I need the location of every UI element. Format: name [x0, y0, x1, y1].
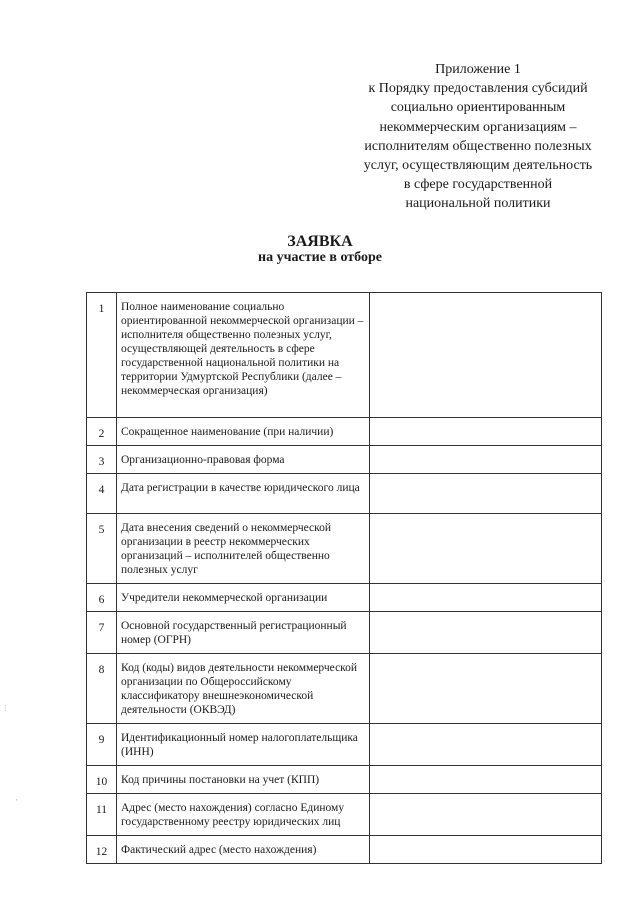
row-value-field[interactable] — [370, 654, 602, 724]
row-number: 1 — [87, 293, 117, 418]
row-label: Код (коды) видов деятельности некоммерческой организации по Общероссийскому классификатору внешнеэкономической деятельности (ОКВЭД) — [117, 654, 370, 724]
form-row — [87, 293, 602, 418]
row-value-field[interactable] — [370, 293, 602, 418]
document-title: ЗАЯВКА — [287, 233, 353, 250]
row-value-field[interactable] — [370, 474, 602, 514]
row-number: 3 — [87, 446, 117, 474]
appendix-header — [335, 60, 621, 214]
row-label: Дата регистрации в качестве юридического лица — [117, 474, 370, 514]
appendix-line: услуг, осуществляющим деятельность — [363, 158, 593, 174]
row-label: Сокращенное наименование (при наличии) — [117, 418, 370, 446]
appendix-line: Приложение 1 — [435, 62, 521, 77]
form-row — [87, 446, 602, 474]
appendix-line: в сфере государственной — [403, 177, 553, 193]
row-label: Полное наименование социально ориентированной некоммерческой организации – исполнителя общественно полезных услуг, осуществляющей деятельность в сфере государственной национальной политики на территории Удмуртской Республики (далее – некоммерческая организация) — [117, 293, 370, 418]
row-label: Организационно-правовая форма — [117, 446, 370, 474]
form-row — [87, 654, 602, 724]
row-number: 4 — [87, 474, 117, 514]
scan-artifact: ⁝ — [4, 704, 7, 714]
form-row — [87, 724, 602, 766]
document-subtitle: на участие в отборе — [258, 250, 382, 265]
row-label: Идентификационный номер налогоплательщика (ИНН) — [117, 724, 370, 766]
row-label: Дата внесения сведений о некоммерческой организации в реестр некоммерческих организаций – исполнителей общественно полезных услуг — [117, 514, 370, 584]
row-value-field[interactable] — [370, 418, 602, 446]
scan-artifact: · — [14, 796, 20, 806]
appendix-line: к Порядку предоставления субсидий — [368, 81, 588, 97]
form-row — [87, 474, 602, 514]
row-value-field[interactable] — [370, 836, 602, 864]
row-number: 9 — [87, 724, 117, 766]
form-row — [87, 794, 602, 836]
form-row — [87, 418, 602, 446]
row-label: Адрес (место нахождения) согласно Единому государственному реестру юридических лиц — [117, 794, 370, 836]
row-number: 10 — [87, 766, 117, 794]
appendix-line: исполнителям общественно полезных — [364, 138, 592, 154]
row-label: Учредители некоммерческой организации — [117, 584, 370, 612]
row-number: 5 — [87, 514, 117, 584]
row-label: Основной государственный регистрационный номер (ОГРН) — [117, 612, 370, 654]
row-value-field[interactable] — [370, 584, 602, 612]
row-number: 8 — [87, 654, 117, 724]
row-value-field[interactable] — [370, 766, 602, 794]
row-label: Фактический адрес (место нахождения) — [117, 836, 370, 864]
application-form-table — [86, 292, 602, 864]
form-row — [87, 612, 602, 654]
appendix-line: некоммерческим организациям – — [379, 119, 577, 135]
row-value-field[interactable] — [370, 794, 602, 836]
row-number: 11 — [87, 794, 117, 836]
form-row — [87, 766, 602, 794]
appendix-line: национальной политики — [405, 196, 551, 212]
row-label: Код причины постановки на учет (КПП) — [117, 766, 370, 794]
row-number: 7 — [87, 612, 117, 654]
form-row — [87, 514, 602, 584]
row-value-field[interactable] — [370, 612, 602, 654]
row-value-field[interactable] — [370, 446, 602, 474]
row-value-field[interactable] — [370, 514, 602, 584]
row-value-field[interactable] — [370, 724, 602, 766]
form-row — [87, 836, 602, 864]
appendix-line: социально ориентированным — [390, 100, 566, 116]
row-number: 12 — [87, 836, 117, 864]
row-number: 2 — [87, 418, 117, 446]
form-row — [87, 584, 602, 612]
row-number: 6 — [87, 584, 117, 612]
